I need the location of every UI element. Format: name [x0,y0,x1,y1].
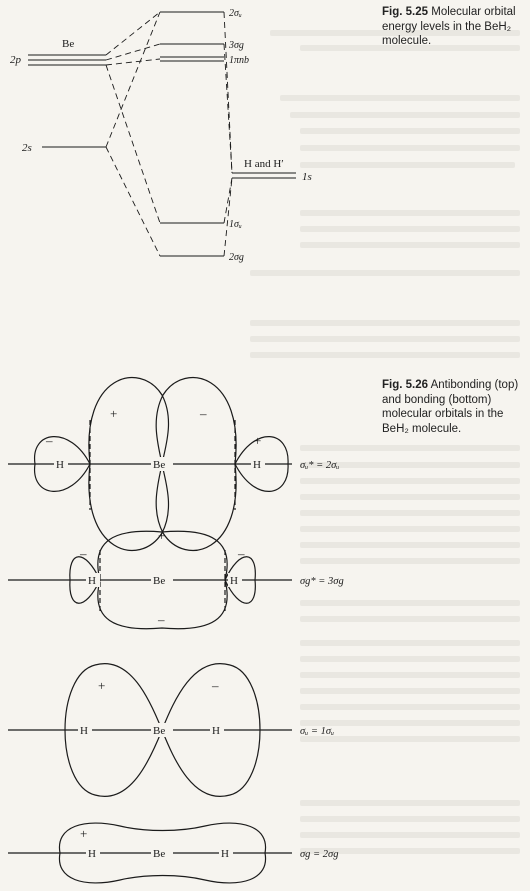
atom-h-right-3: H [212,725,220,737]
atom-h-right-4: H [221,848,229,860]
atom-be-label: Be [62,38,75,50]
fig-5-26-text: Antibonding (top) and bonding (bottom) molecular orbitals in the BeH₂ molecule. [382,379,519,435]
sign-1d: + [254,433,262,448]
sign-4a: + [80,826,88,841]
sign-2b: – [80,546,87,561]
atom-h-left-1: H [56,459,64,471]
be-2s-label: 2s [22,142,32,154]
mo-3sg-label: 3σg [229,40,244,51]
label-orbital-3: σᵤ = 1σᵤ [300,726,335,737]
sign-2d: – [158,612,165,627]
sign-1c: – [200,406,207,421]
sign-3a: + [98,678,106,693]
fig-5-25-number: Fig. 5.25 [382,6,429,18]
atom-be-2: Be [153,575,166,587]
sign-2c: – [238,546,245,561]
sign-1b: + [110,406,118,421]
atom-be-4: Be [153,848,166,860]
atom-h-left-2: H [88,575,96,587]
be-2p-label: 2p [10,54,21,66]
h-1s-label: 1s [302,171,312,183]
atom-be-1: Be [153,459,166,471]
orbital-diagram-2su [8,378,292,551]
label-orbital-1: σᵤ* = 2σᵤ [300,460,340,471]
atom-h-left-3: H [80,725,88,737]
correlation-lines [106,12,232,256]
fig-5-25-text: Molecular orbital energy levels in the BeH₂ molecule. [382,6,516,47]
label-orbital-2: σg* = 3σg [300,576,344,587]
mo-2sg-label: 2σg [229,252,244,263]
fig-5-26-number: Fig. 5.26 [382,379,429,391]
atom-h-right-2: H [230,575,238,587]
atom-h-label: H and H′ [244,158,284,170]
orbital-diagram-2sg [8,823,292,883]
sign-2a: + [158,528,166,543]
sign-1a: – [46,433,53,448]
atom-h-left-4: H [88,848,96,860]
mo-1su-label: 1σᵤ [229,219,242,230]
orbital-diagram-1su [8,664,292,797]
atom-be-3: Be [153,725,166,737]
label-orbital-4: σg = 2σg [300,849,339,860]
mo-1pnb-label: 1πnb [229,55,250,66]
sign-3b: – [212,678,219,693]
atom-h-right-1: H [253,459,261,471]
mo-2su-label: 2σᵤ [229,8,242,19]
